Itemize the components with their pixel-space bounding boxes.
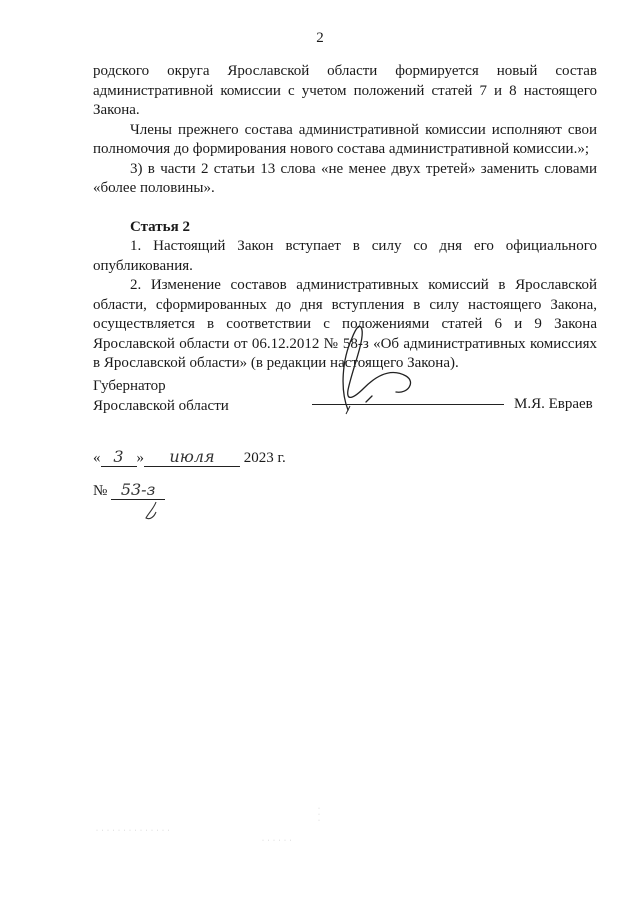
paragraph-continuation: родского округа Ярославской области формируется новый состав административной комиссии с учетом положений статей 7 и 8 настоящего Закона.	[93, 63, 597, 118]
law-number-value: 53-з	[111, 480, 165, 500]
signatory-position-line1: Губернатор	[93, 378, 166, 394]
paragraph-members: Члены прежнего состава административной комиссии исполняют свои полномочия до формирования нового состава административной комиссии.»;	[93, 121, 597, 157]
signing-date	[93, 447, 286, 467]
date-year: 2023 г.	[243, 450, 286, 466]
law-number-prefix: №	[93, 483, 108, 499]
scan-artifact: · · ·	[318, 806, 321, 824]
law-number	[93, 480, 165, 500]
paragraph-item-3: 3) в части 2 статьи 13 слова «не менее двух третей» заменить словами «более половины».	[93, 160, 597, 196]
date-open-quote: «	[93, 450, 101, 466]
page-number: 2	[316, 30, 324, 46]
date-month: июля	[144, 447, 240, 467]
signatory-position-line2: Ярославской области	[93, 397, 229, 414]
date-close-quote: »	[136, 450, 144, 466]
handwritten-hook-mark	[140, 500, 164, 522]
date-day: 3	[101, 447, 137, 467]
article-2-title: Статья 2	[130, 218, 190, 235]
signature-line	[312, 404, 504, 405]
scan-artifact: · · · · · ·	[262, 838, 293, 844]
article-2-item-2: 2. Изменение составов административных комиссий в Ярославской области, сформированных до дня вступления в силу настоящего Закона, осуществляется в соответствии с положениями статей 6 и 9 Закона Ярославской области от 06.12.2012 № 58-з «Об административных комиссиях в Ярославской области» (в редакции настоящего Закона).	[93, 277, 597, 371]
signatory-position	[93, 377, 229, 416]
article-2-item-1: 1. Настоящий Закон вступает в силу со дня его официального опубликования.	[93, 238, 597, 274]
scan-artifact: · · · · · · · · · · · · · ·	[96, 828, 171, 834]
signatory-name: М.Я. Евраев	[514, 396, 593, 412]
